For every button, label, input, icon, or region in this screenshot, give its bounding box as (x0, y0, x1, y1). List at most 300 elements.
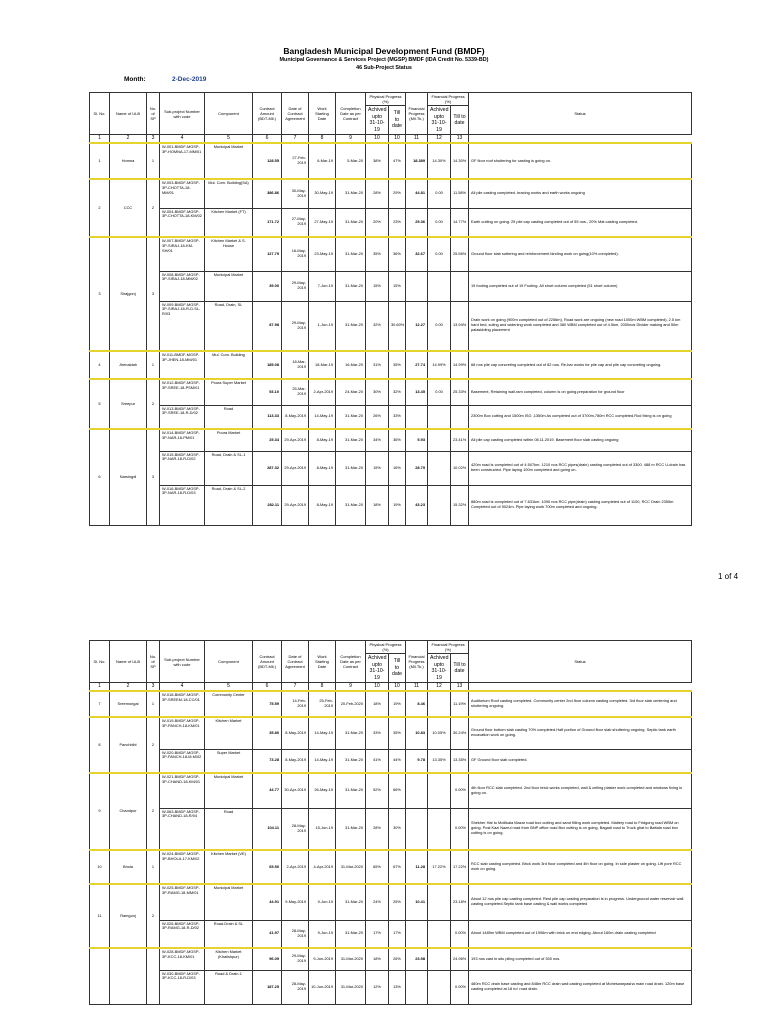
col-number: 11 (406, 683, 428, 692)
cell-phys-achieved: 18% (366, 485, 389, 525)
cell-ulb: Bhola (110, 850, 147, 884)
cell-ulb: Sirajgonj (110, 237, 147, 351)
table-row (90, 717, 692, 749)
cell-nsp: 1 (147, 691, 160, 717)
cell-phys-till: 23% (389, 208, 406, 237)
cell-component: Poura Super Market (205, 379, 253, 405)
cell-status: 68 nos pile cap concreting completed out of 82 nos. Re-bar works for pile cap and pile cap concreting ongoing. (469, 351, 692, 379)
cell-fin-till: 24.96% (451, 948, 469, 970)
cell-financial: 25.36 (406, 208, 428, 237)
cell-phys-till: 67% (389, 850, 406, 884)
cell-phys-till: 16% (389, 451, 406, 485)
cell-phys-achieved: 12% (366, 970, 389, 1004)
cell-phys-achieved: 33% (366, 717, 389, 749)
cell-start: 6-Mar-19 (309, 143, 336, 179)
cell-agreement: 9-May-2019 (282, 884, 309, 920)
cell-completion: 31-Mar-20 (336, 749, 366, 773)
cell-financial: 43.23 (406, 485, 428, 525)
cell-financial: 32.67 (406, 237, 428, 271)
table-row (90, 773, 692, 808)
cell-financial (406, 773, 428, 808)
col-status: Status (469, 93, 692, 135)
cell-code: W-011-BMDF-MGSP-3P-JHEN-18-MM/01 (160, 351, 205, 379)
cell-phys-achieved: 35% (366, 237, 389, 271)
cell-completion: 31-Mar-20 (336, 808, 366, 850)
col-number: 6 (253, 135, 282, 144)
cell-financial: 8.46 (406, 691, 428, 717)
cell-fin-till: 0.00% (451, 773, 469, 808)
col-ulb: Name of ULB (110, 93, 147, 135)
cell-component: Road (205, 808, 253, 850)
cell-fin-achieved: 17.22% (428, 850, 451, 884)
cell-code: W-001-BMDF-MGSP-3P-HOMNA-17-MM/01 (160, 143, 205, 179)
cell-component: Municipal Market (205, 143, 253, 179)
table-row (90, 451, 692, 485)
cell-fin-till: 14.99% (451, 351, 469, 379)
table-row (90, 884, 692, 920)
cell-agreement: 8-May-2019 (282, 749, 309, 773)
cell-start: 7-Jun-19 (309, 271, 336, 301)
cell-start: 18-Mar-19 (309, 351, 336, 379)
table-row (90, 485, 692, 525)
cell-agreement: 29-May-2019 (282, 301, 309, 351)
cell-component: Road, Drain, SL (205, 301, 253, 351)
cell-start: 25-Feb-2019 (309, 691, 336, 717)
cell-code: W-012-BMDF-MGSP-3P-SREE-18-PSM/01 (160, 379, 205, 405)
col-number: 3 (147, 683, 160, 692)
cell-component: Kitchen Market & S. House (205, 237, 253, 271)
cell-completion: 31-Mar-20 (336, 179, 366, 208)
cell-completion: 31-Mar-20 (336, 920, 366, 948)
cell-code: W-007-BMDF-MGSP-3P-SIRAJ-18-KM-SH/01 (160, 237, 205, 271)
col-nsp: No. of SP (147, 641, 160, 683)
col-phys-achieved: Achived upto 31-10-19 (366, 106, 389, 135)
cell-financial: 12.27 (406, 301, 428, 351)
status-table-page-2 (89, 640, 692, 1005)
cell-fin-till: 14.77% (451, 208, 469, 237)
col-code: Sub-project Number with code (160, 93, 205, 135)
cell-start: 23-May-19 (309, 237, 336, 271)
cell-status: 880m road is completed out of 7.631km. 1090 nos RCC pipe(drain) casting completed out of 1100, RCC Drain 2355m Completed out of 5024m. Pipe laying work 700m completed and ongoing. (469, 485, 692, 525)
cell-ulb: Homna (110, 143, 147, 179)
cell-component: Municipal Market (205, 773, 253, 808)
cell-start: 8-May-19 (309, 485, 336, 525)
cell-fin-achieved: 10.05% (428, 717, 451, 749)
cell-status: All pile cap casting completed within 08.11.2019. Basement floor slab casting ongoing (469, 429, 692, 451)
cell-phys-achieved: 52% (366, 773, 389, 808)
cell-completion: 31-Mar-20 (336, 773, 366, 808)
cell-completion: 31-Mar-20 (336, 271, 366, 301)
cell-ulb: Sreepur (110, 379, 147, 429)
cell-nsp: 2 (147, 773, 160, 850)
cell-component: Road & Drain-1 (205, 970, 253, 1004)
cell-financial: 11.28 (406, 850, 428, 884)
table-row (90, 379, 692, 405)
cell-agreement: 29-May-2019 (282, 948, 309, 970)
cell-status: About 1489m WBM completed out of 1906m with brick on end edging. About 160m drain casting completed (469, 920, 692, 948)
cell-amount: 53.10 (253, 379, 282, 405)
cell-financial: 10.41 (406, 884, 428, 920)
cell-ulb: Chandpur (110, 773, 147, 850)
col-number: 13 (451, 135, 469, 144)
cell-phys-till: 66% (389, 773, 406, 808)
cell-fin-till: 0.00% (451, 808, 469, 850)
col-physical: Physical Progress (%) (366, 93, 406, 106)
cell-fin-till: 11.19% (451, 691, 469, 717)
table-row (90, 271, 692, 301)
cell-nsp: 2 (147, 884, 160, 948)
cell-ulb: CCC (110, 179, 147, 237)
col-sl: Sl. No. (90, 93, 110, 135)
cell-status: Auditorium Roof casting completed. Community center 2nd floor column casting completed. 3rd floor slab centering and shuttering ongoing. (469, 691, 692, 717)
cell-financial: 10.83 (406, 717, 428, 749)
col-start: Work Starting Date (309, 641, 336, 683)
col-sl: Sl. No. (90, 641, 110, 683)
cell-status: Ground floor slab suttering and reinforcement binding work on going(10% completed). (469, 237, 692, 271)
col-number: 4 (160, 135, 205, 144)
cell-code: W-013-BMDF-MGSP-3P-SREE-18-R-D/02 (160, 405, 205, 429)
cell-amount: 25.34 (253, 429, 282, 451)
col-number: 8 (309, 683, 336, 692)
cell-fin-achieved: 0.00 (428, 179, 451, 208)
cell-status: About 12 nos pile cap casting completed. Rest pile cap casting preparation is in progress. Underground water reservoir wall casting completed.Septic tank base casting & wall works completed (469, 884, 692, 920)
col-financial: Financial Progress (Mil.Tk.) (406, 641, 428, 683)
cell-completion: 31-Mar-20 (336, 451, 366, 485)
cell-status: 420m road is completed out of 4.507km. 1210 nos RCC pipes(drain) casting completed out of 3300. 488 m RCC U-drain has been constructed. Pipe laying 100m completed and going on. (469, 451, 692, 485)
cell-phys-till: 36% (389, 429, 406, 451)
col-number: 2 (110, 135, 147, 144)
cell-status: RCC slab casting completed. Brick work 3rd floor completed and 4th floor on going. In side plaster on going. Lift pore RCC work on going. (469, 850, 692, 884)
cell-nsp: 2 (147, 379, 160, 429)
cell-financial (406, 808, 428, 850)
cell-phys-achieved: 28% (366, 179, 389, 208)
cell-financial (406, 970, 428, 1004)
cell-amount: 75.59 (253, 691, 282, 717)
cell-agreement: 28-May-2019 (282, 808, 309, 850)
report-subtitle: 46 Sub-Project Status (356, 65, 412, 71)
cell-sl: 3 (90, 237, 110, 351)
cell-agreement: 29-Apr-2019 (282, 429, 309, 451)
cell-code: W-030-BMDF-MGSP-3P-KCC-18-R-D/03 (160, 970, 205, 1004)
table-row (90, 808, 692, 850)
cell-amount: 128.55 (253, 143, 282, 179)
cell-fin-achieved: 14.99% (428, 351, 451, 379)
cell-fin-achieved: 0.00 (428, 237, 451, 271)
cell-fin-till (451, 271, 469, 301)
cell-phys-till: 19% (389, 691, 406, 717)
col-number: 10 (366, 135, 389, 144)
table-row (90, 948, 692, 970)
cell-completion: 31-Mar-20 (336, 208, 366, 237)
cell-amount: 187.25 (253, 970, 282, 1004)
table-row (90, 405, 692, 429)
cell-phys-till: 30% (389, 808, 406, 850)
cell-agreement: 30-Apr-2019 (282, 773, 309, 808)
col-number: 9 (336, 683, 366, 692)
cell-fin-till: 13.94% (451, 301, 469, 351)
cell-code: W-014-BMDF-MGSP-3P-NAR-18-PM/01 (160, 429, 205, 451)
cell-sl: 6 (90, 429, 110, 525)
col-number: 4 (160, 683, 205, 692)
cell-financial: 13.45 (406, 379, 428, 405)
cell-amount: 35.80 (253, 717, 282, 749)
cell-fin-achieved: 13.35% (428, 749, 451, 773)
cell-financial: 27.74 (406, 351, 428, 379)
cell-amount: 171.72 (253, 208, 282, 237)
col-completion: Completion Date as per Contract (336, 93, 366, 135)
cell-amount: 287.32 (253, 451, 282, 485)
cell-phys-till: 25% (389, 884, 406, 920)
table-row (90, 850, 692, 884)
cell-agreement: 14-Feb-2019 (282, 691, 309, 717)
cell-code: W-026-BMDF-MGSP-3P-RAMG-18-R-D/02 (160, 920, 205, 948)
cell-code: W-028-BMDF-MGSP-3P-KCC-18-KM/01 (160, 948, 205, 970)
table-row (90, 691, 692, 717)
project-title: Municipal Governance & Services Project (MGSP) BMDF (IDA Credit No. 5339-BD) (279, 57, 489, 63)
cell-fin-achieved (428, 808, 451, 850)
cell-start: 27-May-19 (309, 208, 336, 237)
cell-status: Ground floor bottom slab casting 70% completed.Half portion of Ground floor slab shuttering ongoing. Septic tank earth excavation work on going. (469, 717, 692, 749)
cell-completion: 31-Mar-20 (336, 405, 366, 429)
cell-start: 9-Jun-19 (309, 920, 336, 948)
cell-nsp (147, 948, 160, 1004)
cell-amount: 87.98 (253, 301, 282, 351)
cell-fin-achieved: 14.30% (428, 143, 451, 179)
cell-phys-achieved: 18% (366, 691, 389, 717)
cell-agreement: 18-Mar-2019 (282, 351, 309, 379)
col-number: 10 (389, 683, 406, 692)
cell-phys-till: 36% (389, 237, 406, 271)
cell-phys-achieved: 15% (366, 271, 389, 301)
col-agreement: Date of Contract Agreement (282, 93, 309, 135)
cell-fin-achieved (428, 271, 451, 301)
cell-completion: 31-Mar-20 (336, 884, 366, 920)
col-number: 6 (253, 683, 282, 692)
cell-agreement: 8-May-2019 (282, 405, 309, 429)
cell-phys-achieved: 31% (366, 351, 389, 379)
cell-component: Poura Market (205, 429, 253, 451)
col-amount: Contract Amount (BDT-Mil.) (253, 93, 282, 135)
cell-phys-achieved: 34% (366, 429, 389, 451)
cell-start: 30-May-19 (309, 179, 336, 208)
cell-financial (406, 405, 428, 429)
cell-code: W-019-BMDF-MGSP-3P-PANCH-18-KM/01 (160, 717, 205, 749)
cell-status: Shekher Hat to Mollikala Mazar road box cutting and sand filling work completed. Maltery road to Fridgong road WBM on going. Post Kazi Nazrul road from BNP office road Box cutting is on going. Bagadi road to Truck ghat to Battala road box cutting is on going. (469, 808, 692, 850)
cell-sl: 11 (90, 884, 110, 948)
cell-status: GF Ground floor slab completed. (469, 749, 692, 773)
cell-financial: 9.78 (406, 749, 428, 773)
cell-status: Basement, Retaining wall,ram completed, column is on going.preparation for ground floor (469, 379, 692, 405)
cell-ulb: Narsingdi (110, 429, 147, 525)
cell-fin-till: 13.35% (451, 749, 469, 773)
cell-nsp: 2 (147, 179, 160, 237)
cell-agreement: 27-May-2019 (282, 208, 309, 237)
cell-start: 15-Jun-19 (309, 808, 336, 850)
cell-ulb: Sreemongal (110, 691, 147, 717)
cell-completion: 31-Mar-20 (336, 429, 366, 451)
cell-status: GF floor roof shuttering for casting is going on. (469, 143, 692, 179)
table-row (90, 749, 692, 773)
cell-completion: 5-Mar-20 (336, 143, 366, 179)
cell-phys-till: 29% (389, 179, 406, 208)
org-title: Bangladesh Municipal Development Fund (BMDF) (283, 46, 485, 56)
table-row (90, 301, 692, 351)
cell-fin-till: 25.33% (451, 379, 469, 405)
table-row (90, 237, 692, 271)
cell-status: Earth cutting on going. 25 pile cap casting completed out of 55 nos., 20% Mat casting completed. (469, 208, 692, 237)
cell-ulb (110, 948, 147, 1004)
cell-fin-till: 17.22% (451, 850, 469, 884)
cell-nsp: 2 (147, 717, 160, 773)
table-row (90, 143, 692, 179)
cell-start: 1-Jun-19 (309, 301, 336, 351)
cell-code: W-024-BMDF-MGSP-3P-BHOLA-17-KM/02 (160, 850, 205, 884)
cell-ulb: Jhenaidah (110, 351, 147, 379)
col-number: 3 (147, 135, 160, 144)
cell-code: W-004-BMDF-MGSP-3P-CHOTTA-18-KM/02 (160, 208, 205, 237)
cell-ulb: Panchbibi (110, 717, 147, 773)
col-number: 10 (389, 135, 406, 144)
cell-fin-achieved: 0.00 (428, 301, 451, 351)
cell-fin-achieved (428, 773, 451, 808)
table-row (90, 920, 692, 948)
cell-phys-till: 33% (389, 405, 406, 429)
cell-phys-achieved: 17% (366, 920, 389, 948)
col-fin-pct: Financial Progress (%) (428, 641, 469, 654)
cell-phys-till: 19% (389, 485, 406, 525)
col-fin-achieved: Achived upto 31-10-19 (428, 106, 451, 135)
cell-sl: 5 (90, 379, 110, 429)
cell-sl: 4 (90, 351, 110, 379)
cell-component: Kitchen Market (205, 717, 253, 749)
cell-fin-achieved (428, 405, 451, 429)
cell-status: 2300m Box cutting and 1500m ISG ,1350m As completed out of 3700m,780m RCC completed,Rod fixing is on going (469, 405, 692, 429)
cell-start: 2-Apr-2019 (309, 379, 336, 405)
cell-code: W-008-BMDF-MGSP-3P-SIRAJ-18-MM/02 (160, 271, 205, 301)
cell-status: 19 footing completed out of 19 Footing. All short column completed (51 short column) (469, 271, 692, 301)
cell-completion: 20-Feb-2020 (336, 691, 366, 717)
cell-code: W-018-BMDF-MGSP-3P-SREEM-18-CC/01 (160, 691, 205, 717)
cell-fin-achieved (428, 485, 451, 525)
col-number: 7 (282, 683, 309, 692)
cell-component: Community Center (205, 691, 253, 717)
cell-completion: 31-Mar-2020 (336, 850, 366, 884)
cell-amount: 44.77 (253, 773, 282, 808)
cell-status: 480m RCC drain base casting and 848m RCC drain wall casting completed at Moheswarpasha main road drain. 120m base casting completed at 18 no' road drain. (469, 970, 692, 1004)
cell-amount: 185.08 (253, 351, 282, 379)
cell-component: Road, Drain & SL-2 (205, 485, 253, 525)
cell-phys-achieved: 30% (366, 379, 389, 405)
cell-completion: 31-Mar-2020 (336, 948, 366, 970)
table-row (90, 970, 692, 1004)
cell-ulb: Ramgonj (110, 884, 147, 948)
col-component: Component (205, 93, 253, 135)
cell-phys-till: 47% (389, 143, 406, 179)
cell-nsp: 1 (147, 143, 160, 179)
cell-phys-achieved: 28% (366, 808, 389, 850)
col-number: 9 (336, 135, 366, 144)
cell-agreement: 2-Apr-2019 (282, 850, 309, 884)
cell-agreement: 29-Apr-2019 (282, 485, 309, 525)
col-number: 1 (90, 135, 110, 144)
cell-code: W-016-BMDF-MGSP-3P-NAR-18-R-D/03 (160, 485, 205, 525)
col-number: 5 (205, 683, 253, 692)
cell-amount: 44.91 (253, 884, 282, 920)
cell-phys-till: 30.60% (389, 301, 406, 351)
cell-component: Road (205, 405, 253, 429)
cell-fin-till: 15.32% (451, 485, 469, 525)
cell-amount: 386.86 (253, 179, 282, 208)
col-completion: Completion Date as per Contract (336, 641, 366, 683)
cell-fin-till: 23.41% (451, 429, 469, 451)
cell-amount: 41.97 (253, 920, 282, 948)
cell-fin-achieved (428, 948, 451, 970)
status-table-page-1 (89, 92, 692, 526)
cell-status: All pile casting completed. bracing works and earth works ongoing (469, 179, 692, 208)
month-value: 2-Dec-2019 (172, 76, 207, 83)
cell-phys-till: 17% (389, 920, 406, 948)
cell-phys-achieved: 32% (366, 301, 389, 351)
col-amount: Contract Amount (BDT-Mil.) (253, 641, 282, 683)
cell-phys-till: 15% (389, 271, 406, 301)
cell-sl: 8 (90, 717, 110, 773)
col-number: 7 (282, 135, 309, 144)
col-number: 8 (309, 135, 336, 144)
cell-agreement: 29-May-2019 (282, 271, 309, 301)
col-number: 10 (366, 683, 389, 692)
cell-component: Kitchen Market (Khalishpur) (205, 948, 253, 970)
cell-fin-till: 14.30% (451, 143, 469, 179)
cell-sl: 2 (90, 179, 110, 237)
col-phys-till: Till to date (389, 654, 406, 683)
cell-code: W-015-BMDF-MGSP-3P-NAR-18-R-D/02 (160, 451, 205, 485)
cell-financial: 18.389 (406, 143, 428, 179)
cell-amount: 39.00 (253, 271, 282, 301)
cell-agreement: 28-May-2019 (282, 920, 309, 948)
cell-fin-till: 25.56% (451, 237, 469, 271)
cell-financial (406, 271, 428, 301)
col-number: 12 (428, 683, 451, 692)
cell-start: 14-May-19 (309, 717, 336, 749)
cell-fin-till: 23.18% (451, 884, 469, 920)
table-row (90, 179, 692, 208)
cell-agreement: 28-May-2019 (282, 970, 309, 1004)
cell-amount: 96.09 (253, 948, 282, 970)
cell-financial: 44.81 (406, 179, 428, 208)
cell-nsp: 1 (147, 351, 160, 379)
cell-completion: 16-Mar-20 (336, 351, 366, 379)
table-row (90, 351, 692, 379)
cell-nsp: 1 (147, 850, 160, 884)
cell-agreement: 8-May-2019 (282, 717, 309, 749)
cell-financial: 23.98 (406, 948, 428, 970)
page-marker: 1 of 4 (718, 572, 739, 581)
col-number: 5 (205, 135, 253, 144)
cell-phys-achieved: 41% (366, 749, 389, 773)
cell-phys-till: 13% (389, 970, 406, 1004)
cell-fin-achieved (428, 970, 451, 1004)
cell-agreement: 30-May-2019 (282, 179, 309, 208)
cell-phys-achieved: 15% (366, 451, 389, 485)
cell-status: 4th floor RCC slab completed. 2nd floor brick works completed, wall & ceiling plaster work completed and windows fixing is going on. (469, 773, 692, 808)
cell-phys-till: 44% (389, 749, 406, 773)
cell-phys-achieved: 18% (366, 948, 389, 970)
cell-start: 14-May-19 (309, 749, 336, 773)
col-component: Component (205, 641, 253, 683)
cell-code: W-020-BMDF-MGSP-3P-PANCH-18-M.M/02 (160, 749, 205, 773)
cell-amount: 65.50 (253, 850, 282, 884)
cell-start: 8-May-19 (309, 429, 336, 451)
